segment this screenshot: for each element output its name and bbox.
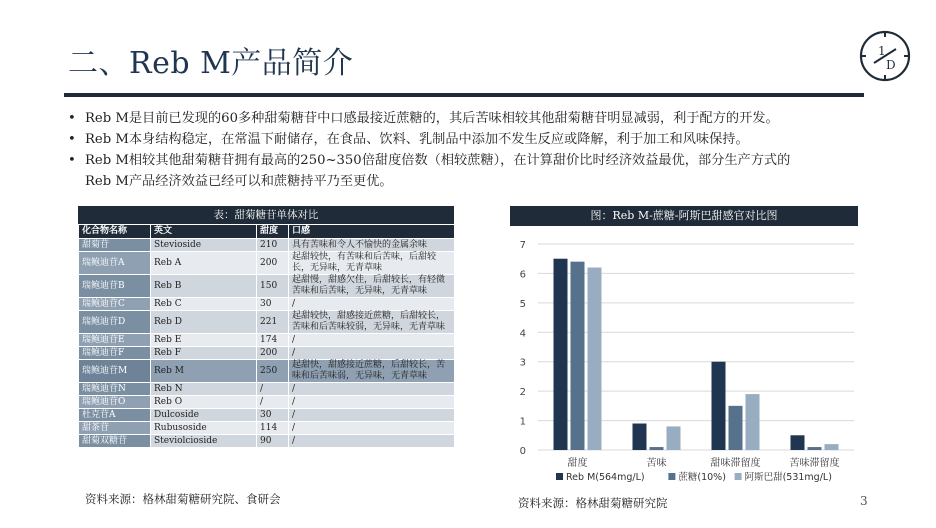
- page-number: 3: [860, 494, 868, 508]
- cell-sweetness: 200: [257, 252, 289, 275]
- bar: [808, 447, 822, 450]
- table-row: [79, 252, 455, 275]
- legend-swatch: [735, 473, 742, 480]
- table-header-row: [79, 225, 455, 239]
- cell-compound: 瑞鲍迪苷A: [79, 252, 151, 275]
- cell-english: Steviolcioside: [151, 435, 257, 448]
- bullet-list: [68, 108, 888, 192]
- bar: [633, 424, 647, 450]
- bar: [588, 268, 602, 450]
- source-note-chart: 资料来源：格林甜菊糖研究院: [518, 496, 668, 510]
- table-row: [79, 298, 455, 311]
- cell-sweetness: 90: [257, 435, 289, 448]
- svg-text:1: 1: [878, 44, 886, 58]
- table-row: [79, 275, 455, 298]
- cell-sweetness: /: [257, 383, 289, 396]
- table-row: [79, 422, 455, 435]
- legend-swatch: [556, 473, 563, 480]
- cell-english: Reb B: [151, 275, 257, 298]
- y-tick-label: 6: [519, 269, 526, 281]
- cell-compound: 瑞鲍迪苷C: [79, 298, 151, 311]
- bar: [554, 259, 568, 450]
- bar: [791, 435, 805, 450]
- cell-taste: 具有苦味和令人不愉快的金属余味: [289, 239, 455, 252]
- cell-english: Stevioside: [151, 239, 257, 252]
- cell-taste: /: [289, 383, 455, 396]
- table-row: [79, 311, 455, 334]
- table-row: [79, 334, 455, 347]
- cell-taste: /: [289, 396, 455, 409]
- cell-compound: 甜菊双糖苷: [79, 435, 151, 448]
- cell-english: Reb O: [151, 396, 257, 409]
- table-row: [79, 347, 455, 360]
- cell-taste: 起甜较快，有苦味和后苦味，后甜较长，无异味，无青草味: [289, 252, 455, 275]
- cell-taste: /: [289, 409, 455, 422]
- cell-english: Reb D: [151, 311, 257, 334]
- cell-compound: 甜茶苷: [79, 422, 151, 435]
- x-tick-label: 苦味滞留度: [789, 458, 840, 469]
- header-taste: 口感: [289, 225, 455, 239]
- cell-english: Reb N: [151, 383, 257, 396]
- cell-sweetness: 221: [257, 311, 289, 334]
- header-compound: 化合物名称: [79, 225, 151, 239]
- x-tick-label: 苦味: [646, 458, 667, 469]
- table-row: [79, 383, 455, 396]
- bullet-item: [68, 129, 888, 150]
- source-note-table: 资料来源：格林甜菊糖研究院、食研会: [85, 492, 281, 506]
- bar: [712, 362, 726, 450]
- cell-compound: 瑞鲍迪苷M: [79, 360, 151, 383]
- chart-title: 图：Reb M-蔗糖-阿斯巴甜感官对比图: [510, 206, 858, 226]
- cell-sweetness: /: [257, 396, 289, 409]
- bullet-text: Reb M相较其他甜菊糖苷拥有最高的250~350倍甜度倍数（相较蔗糖），在计算甜价比时经济效益最优，部分生产方式的: [85, 153, 791, 168]
- cell-compound: 杜克苷A: [79, 409, 151, 422]
- cell-sweetness: 114: [257, 422, 289, 435]
- cell-taste: /: [289, 422, 455, 435]
- y-tick-label: 0: [519, 446, 526, 457]
- cell-taste: 起甜慢，甜感欠佳，后甜较长，有轻微苦味和后苦味，无异味，无青草味: [289, 275, 455, 298]
- bar: [825, 444, 839, 450]
- table-row: [79, 239, 455, 252]
- cell-english: Reb E: [151, 334, 257, 347]
- cell-english: Reb F: [151, 347, 257, 360]
- header-sweetness: 甜度: [257, 225, 289, 239]
- cell-english: Rubusoside: [151, 422, 257, 435]
- y-tick-label: 7: [519, 240, 526, 251]
- bullet-text: Reb M是目前已发现的60多种甜菊糖苷中口感最接近蔗糖的，其后苦味相较其他甜菊糖苷明显减弱，利于配方的开发。: [85, 111, 779, 126]
- cell-taste: /: [289, 435, 455, 448]
- bar: [667, 426, 681, 450]
- cell-compound: 瑞鲍迪苷O: [79, 396, 151, 409]
- y-tick-label: 5: [519, 298, 526, 310]
- cell-sweetness: 30: [257, 409, 289, 422]
- cell-sweetness: 150: [257, 275, 289, 298]
- cell-taste: /: [289, 347, 455, 360]
- legend-label: 蔗糖(10%): [678, 472, 726, 483]
- cell-sweetness: 200: [257, 347, 289, 360]
- cell-taste: /: [289, 298, 455, 311]
- cell-compound: 瑞鲍迪苷D: [79, 311, 151, 334]
- page-title: 二、Reb M产品简介: [68, 46, 354, 81]
- bar: [746, 394, 760, 450]
- x-tick-label: 甜味滞留度: [710, 458, 761, 469]
- cell-compound: 瑞鲍迪苷B: [79, 275, 151, 298]
- bar: [571, 262, 585, 450]
- cell-english: Reb M: [151, 360, 257, 383]
- cell-taste: 起甜快，甜感接近蔗糖，后甜较长，苦味和后苦味弱，无异味，无青草味: [289, 360, 455, 383]
- cell-english: Reb C: [151, 298, 257, 311]
- table-caption: 表：甜菊糖苷单体对比: [78, 206, 454, 224]
- cell-compound: 瑞鲍迪苷N: [79, 383, 151, 396]
- cell-sweetness: 250: [257, 360, 289, 383]
- legend-label: Reb M(564mg/L): [566, 472, 645, 483]
- bullet-text-continued: Reb M产品经济效益已经可以和蔗糖持平乃至更优。: [85, 174, 393, 189]
- x-tick-label: 甜度: [567, 458, 588, 469]
- cell-taste: 起甜较快，甜感接近蔗糖，后甜较长，苦味和后苦味较弱，无异味，无青草味: [289, 311, 455, 334]
- legend-label: 阿斯巴甜(531mg/L): [744, 472, 832, 483]
- y-tick-label: 4: [519, 328, 526, 340]
- table-row-highlighted: [79, 360, 455, 383]
- y-tick-label: 1: [519, 416, 526, 428]
- y-tick-label: 2: [519, 387, 526, 399]
- table-row: [79, 396, 455, 409]
- bullet-item: [68, 150, 888, 192]
- comparison-table: [78, 224, 455, 448]
- cell-english: Dulcoside: [151, 409, 257, 422]
- bar-chart: [504, 228, 864, 490]
- cell-sweetness: 210: [257, 239, 289, 252]
- table-row: [79, 435, 455, 448]
- cell-sweetness: 30: [257, 298, 289, 311]
- title-divider: [64, 93, 864, 97]
- cell-compound: 瑞鲍迪苷E: [79, 334, 151, 347]
- cell-taste: /: [289, 334, 455, 347]
- bar: [729, 406, 743, 450]
- svg-text:D: D: [886, 58, 896, 72]
- cell-compound: 甜菊苷: [79, 239, 151, 252]
- table-row: [79, 409, 455, 422]
- bullet-text: Reb M本身结构稳定，在常温下耐储存，在食品、饮料、乳制品中添加不发生反应或降解，利于加工和风味保持。: [85, 132, 749, 147]
- brand-logo-icon: [858, 29, 912, 83]
- cell-english: Reb A: [151, 252, 257, 275]
- header-english: 英文: [151, 225, 257, 239]
- legend-swatch: [668, 473, 675, 480]
- y-tick-label: 3: [519, 357, 526, 369]
- steviol-glycoside-table: [78, 206, 454, 448]
- bar: [650, 447, 664, 450]
- cell-sweetness: 174: [257, 334, 289, 347]
- bullet-item: [68, 108, 888, 129]
- cell-compound: 瑞鲍迪苷F: [79, 347, 151, 360]
